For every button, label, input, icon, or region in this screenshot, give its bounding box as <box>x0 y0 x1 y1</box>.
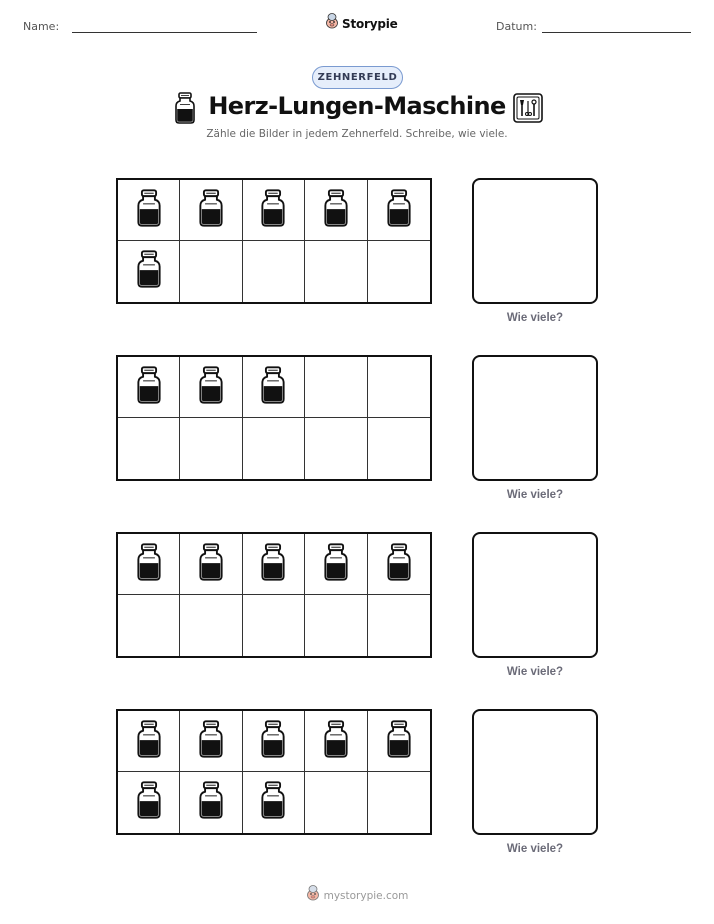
ten-frame-cell <box>118 534 180 595</box>
brand-name: Storypie <box>342 16 398 31</box>
ten-frame-cell <box>118 711 180 772</box>
ten-frame-cell <box>180 180 242 241</box>
ten-frame-cell <box>180 357 242 418</box>
vial-icon <box>386 719 412 764</box>
vial-icon <box>260 365 286 410</box>
vial-icon <box>260 780 286 825</box>
page-title: Herz-Lungen-Maschine <box>208 92 506 120</box>
ten-frame-cell <box>118 595 180 656</box>
vial-icon <box>386 188 412 233</box>
ten-frame-cell <box>305 180 367 241</box>
date-line[interactable] <box>542 32 691 33</box>
vial-icon <box>198 719 224 764</box>
ten-frame <box>116 532 432 658</box>
vial-icon <box>323 542 349 587</box>
ten-frame-cell <box>368 772 430 833</box>
vial-icon <box>198 365 224 410</box>
vial-icon <box>260 188 286 233</box>
vial-icon <box>136 365 162 410</box>
vial-icon <box>136 719 162 764</box>
answer-box[interactable] <box>472 532 598 658</box>
date-label: Datum: <box>496 20 537 33</box>
ten-frame-cell <box>368 241 430 302</box>
ten-frame-cell <box>368 180 430 241</box>
vial-icon <box>260 542 286 587</box>
ten-frame-cell <box>243 180 305 241</box>
instructions: Zähle die Bilder in jedem Zehnerfeld. Schreibe, wie viele. <box>206 128 508 140</box>
ten-frame-cell <box>180 534 242 595</box>
answer-label: Wie viele? <box>506 843 564 855</box>
name-line[interactable] <box>72 32 257 33</box>
ten-frame-cell <box>305 534 367 595</box>
answer-label: Wie viele? <box>506 312 564 324</box>
ten-frame <box>116 709 432 835</box>
ten-frame-cell <box>305 711 367 772</box>
ten-frame-cell <box>368 595 430 656</box>
ten-frame-cell <box>305 241 367 302</box>
ten-frame-cell <box>243 534 305 595</box>
vial-icon <box>136 188 162 233</box>
ten-frame-cell <box>368 534 430 595</box>
ten-frame-cell <box>180 418 242 479</box>
footer-url: mystorypie.com <box>323 889 409 902</box>
answer-box[interactable] <box>472 709 598 835</box>
category-badge: ZEHNERFELD <box>312 66 403 89</box>
title-row <box>0 90 714 126</box>
vial-icon <box>323 719 349 764</box>
ten-frame-cell <box>368 711 430 772</box>
ten-frame-cell <box>180 595 242 656</box>
ten-frame-cell <box>243 357 305 418</box>
ten-frame <box>116 178 432 304</box>
ten-frame-cell <box>305 357 367 418</box>
vial-icon <box>260 719 286 764</box>
vial-icon <box>136 542 162 587</box>
name-label: Name: <box>23 20 60 33</box>
vial-icon <box>198 542 224 587</box>
ten-frame-cell <box>243 711 305 772</box>
ten-frame-cell <box>305 595 367 656</box>
ten-frame-cell <box>243 595 305 656</box>
ten-frame-cell <box>118 180 180 241</box>
ten-frame-cell <box>180 241 242 302</box>
answer-box[interactable] <box>472 355 598 481</box>
vial-icon <box>136 249 162 294</box>
brand-logo <box>325 13 398 34</box>
ten-frame <box>116 355 432 481</box>
worksheet-header <box>0 0 714 50</box>
ten-frame-cell <box>118 772 180 833</box>
answer-box[interactable] <box>472 178 598 304</box>
ten-frame-cell <box>305 418 367 479</box>
ten-frame-cell <box>243 418 305 479</box>
vial-icon <box>323 188 349 233</box>
footer <box>0 885 714 906</box>
ten-frame-cell <box>305 772 367 833</box>
ten-frame-cell <box>180 772 242 833</box>
ten-frame-cell <box>118 357 180 418</box>
ten-frame-cell <box>243 772 305 833</box>
pig-mascot-icon <box>325 13 339 34</box>
vial-icon <box>386 542 412 587</box>
ten-frame-cell <box>118 241 180 302</box>
surgical-instruments-icon <box>513 93 543 128</box>
ten-frame-cell <box>243 241 305 302</box>
ten-frame-cell <box>180 711 242 772</box>
vial-icon <box>198 780 224 825</box>
answer-label: Wie viele? <box>506 666 564 678</box>
pig-mascot-icon <box>306 885 320 906</box>
ten-frame-cell <box>368 357 430 418</box>
answer-label: Wie viele? <box>506 489 564 501</box>
vial-icon <box>198 188 224 233</box>
ten-frame-cell <box>118 418 180 479</box>
ten-frame-cell <box>368 418 430 479</box>
vial-icon <box>136 780 162 825</box>
